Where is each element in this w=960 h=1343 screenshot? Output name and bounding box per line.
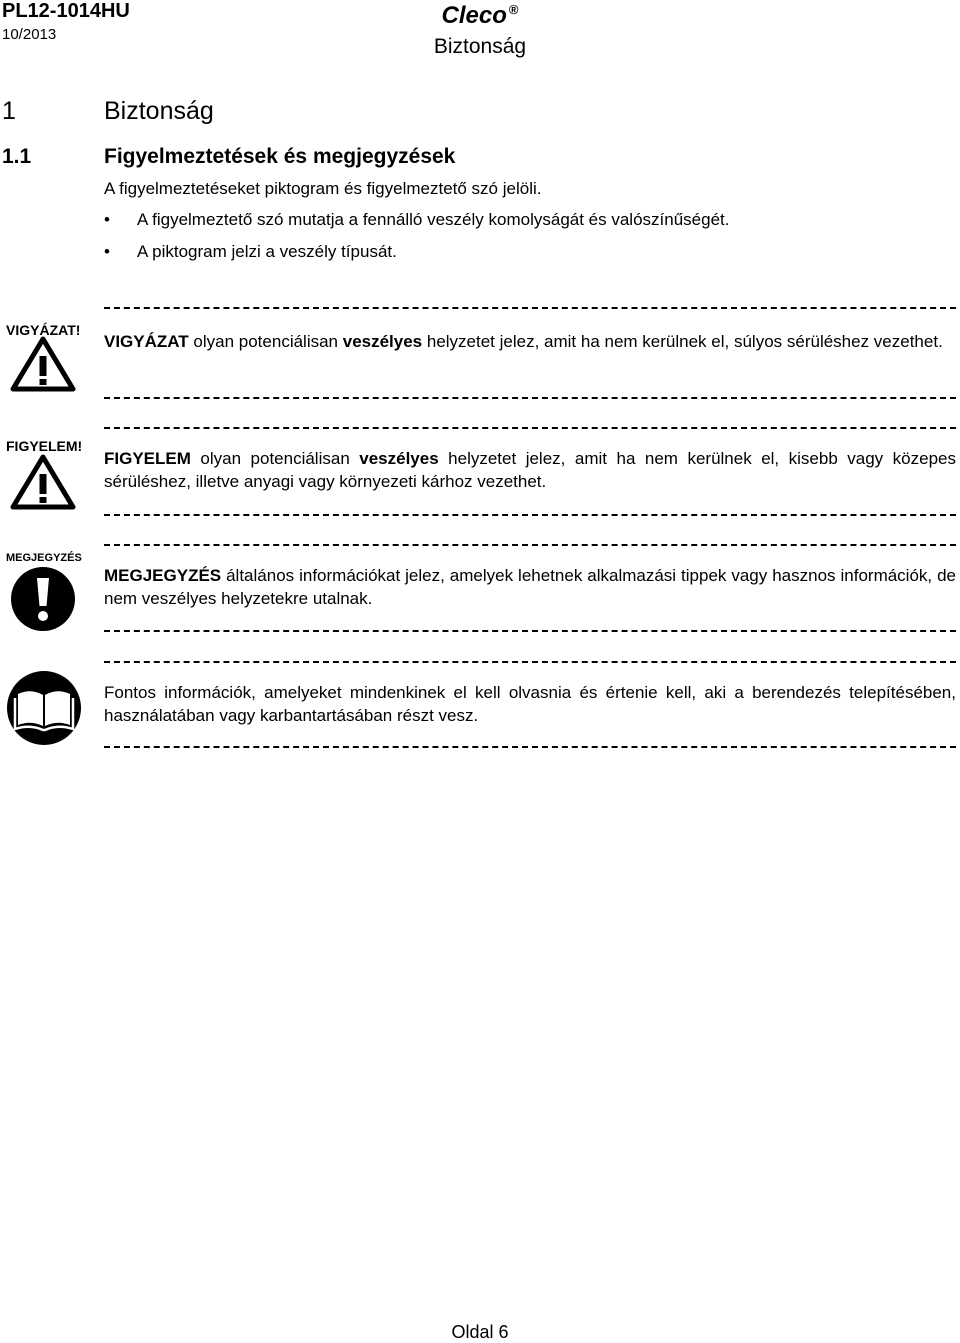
warning-triangle-icon [10, 336, 76, 392]
notice-megjegyzes-text [104, 564, 956, 610]
heading2-number: 1.1 [2, 145, 32, 168]
notice-text-part: helyzetet jelez, amit ha nem kerülnek el, súlyos sérüléshez vezethet. [422, 332, 943, 351]
bullet-marker: • [104, 210, 110, 229]
notice-vigyazat-text [104, 330, 956, 353]
registered-mark: ® [508, 2, 519, 17]
brand-name: Cleco [441, 2, 507, 29]
icon-label-figyelem: FIGYELEM! [6, 438, 83, 454]
notice-text-part: olyan potenciálisan [188, 332, 343, 351]
dashed-divider [104, 544, 956, 546]
notice-text-part: helyzetet jelez, amit ha nem kerülnek el, kisebb vagy közepes sérüléshez, illetve anyagi vagy környezeti kárhoz vezethet. [104, 449, 956, 491]
brand-logo [0, 2, 960, 30]
icon-label-megjegyzes: MEGJEGYZÉS [6, 552, 82, 564]
notice-figyelem-text [104, 447, 956, 493]
header-section-title: Biztonság [433, 35, 527, 58]
dashed-divider [104, 307, 956, 309]
intro-paragraph: A figyelmeztetéseket piktogram és figyelmeztető szó jelöli. [104, 179, 542, 198]
bullet-marker: • [104, 242, 110, 261]
page-number: Oldal 6 [451, 1322, 509, 1342]
dashed-divider [104, 397, 956, 399]
dashed-divider [104, 427, 956, 429]
document-code: PL12-1014HU [2, 0, 130, 22]
notice-text-part: általános információkat jelez, amelyek lehetnek alkalmazási tippek vagy hasznos információk, de nem veszélyes helyzetekre utalnak. [104, 566, 956, 608]
keyword-vigyazat: VIGYÁZAT [104, 332, 189, 351]
dashed-divider [104, 514, 956, 516]
dashed-divider [104, 661, 956, 663]
document-date: 10/2013 [2, 26, 57, 43]
icon-label-vigyazat: VIGYÁZAT! [6, 322, 81, 338]
heading1-number: 1 [2, 97, 16, 125]
notice-manual-text: Fontos információk, amelyeket mindenkinek el kell olvasnia és értenie kell, aki a berendezés telepítésében, használatában vagy karbantartásában részt vesz. [104, 683, 956, 725]
notice-text-part: olyan potenciálisan [190, 449, 360, 468]
keyword-figyelem: FIGYELEM [104, 449, 191, 468]
read-manual-book-icon [6, 670, 82, 746]
dashed-divider [104, 630, 956, 632]
bullet-item: A piktogram jelzi a veszély típusát. [137, 242, 397, 261]
exclamation-circle-icon [10, 566, 76, 632]
heading2-title: Figyelmeztetések és megjegyzések [104, 145, 456, 168]
bullet-item: A figyelmeztető szó mutatja a fennálló veszély komolyságát és valószínűségét. [137, 210, 730, 229]
keyword-megjegyzes: MEGJEGYZÉS [104, 566, 222, 585]
notice-bold-word: veszélyes [359, 449, 439, 468]
warning-triangle-icon [10, 454, 76, 510]
notice-bold-word: veszélyes [342, 332, 423, 351]
dashed-divider [104, 746, 956, 748]
heading1-title: Biztonság [104, 97, 214, 125]
